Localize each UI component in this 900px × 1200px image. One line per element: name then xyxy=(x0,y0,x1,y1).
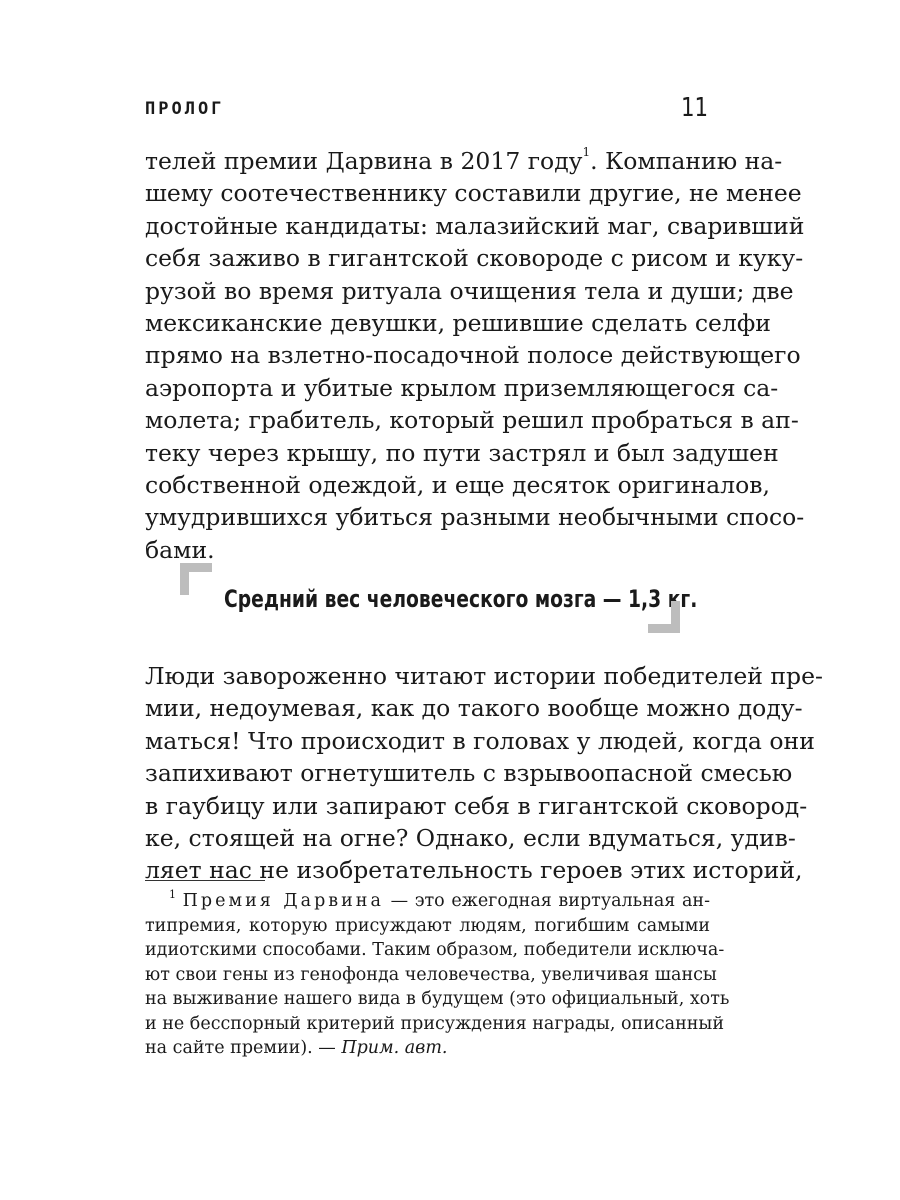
text-line: телей премии Дарвина в 2017 году$^1$. Компанию на- xyxy=(145,145,783,175)
pull-quote-text: Средний вес человеческого мозга — 1,3 кг. xyxy=(224,585,698,613)
text-line: достойные кандидаты: малазийский маг, сваривший xyxy=(145,211,805,240)
text-line: шему соотечественнику составили другие, не менее xyxy=(145,179,802,208)
running-title: ПРОЛОГ xyxy=(145,99,225,119)
text-line: Люди завороженно читают истории победителей пре- xyxy=(145,662,823,690)
pull-quote xyxy=(180,563,698,633)
text-line: маться! Что происходит в головах у людей, когда они xyxy=(145,726,815,755)
footnote xyxy=(145,888,730,1061)
text-line: бами. xyxy=(145,535,215,564)
text-line: прямо на взлетно-посадочной полосе действующего xyxy=(145,341,801,370)
footnote-divider xyxy=(145,880,265,881)
footnote-line: и не бесспорный критерий присуждения награды, описанный xyxy=(145,1013,724,1034)
page-header xyxy=(145,93,710,125)
footnote-attribution: Прим. авт. xyxy=(341,1038,448,1058)
paragraph-2 xyxy=(145,660,823,887)
text-line: мии, недоумевая, как до такого вообще можно доду- xyxy=(145,694,803,723)
text-line: теку через крышу, по пути застрял и был задушен xyxy=(145,438,779,467)
page-number: 11 xyxy=(680,93,708,123)
text-line: молета; грабитель, который решил пробраться в ап- xyxy=(145,406,799,435)
footnote-line: $^1$ Премия Дарвина — это ежегодная виртуальная ан- xyxy=(169,888,710,911)
footnote-line: на сайте премии). — Прим. авт. xyxy=(145,1038,448,1058)
text-line: умудрившихся убиться разными необычными спосо- xyxy=(145,503,805,532)
text-line: в гаубицу или запирают себя в гигантской сковород- xyxy=(145,791,808,820)
footnote-line: на выживание нашего вида в будущем (это официальный, хоть xyxy=(145,989,730,1009)
bracket-top-left-decoration xyxy=(180,563,212,595)
text-line: рузой во время ритуала очищения тела и души; две xyxy=(145,276,794,305)
text-line: запихивают огнетушитель с взрывоопасной смесью xyxy=(145,759,793,788)
footnote-term: Премия Дарвина xyxy=(182,891,384,911)
bracket-bottom-right-decoration xyxy=(648,601,680,633)
text-line: ляет нас не изобретательность героев этих историй, xyxy=(145,856,803,885)
footnote-mark: 1 xyxy=(169,888,176,901)
footnote-ref: 1 xyxy=(582,145,591,159)
footnote-line: типремия, которую присуждают людям, погибшим самыми xyxy=(145,915,710,936)
text-line: мексиканские девушки, решившие сделать селфи xyxy=(145,308,771,337)
footnote-line: ют свои гены из генофонда человечества, увеличивая шансы xyxy=(145,964,717,985)
text-line: ке, стоящей на огне? Однако, если вдуматься, удив- xyxy=(145,823,796,852)
text-line: собственной одеждой, и еще десяток оригиналов, xyxy=(145,470,770,499)
footnote-line: идиотскими способами. Таким образом, победители исключа- xyxy=(145,940,725,960)
text-line: себя заживо в гигантской сковороде с рисом и куку- xyxy=(145,244,804,273)
paragraph-1 xyxy=(145,145,805,566)
text-line: аэропорта и убитые крылом приземляющегося са- xyxy=(145,373,779,402)
